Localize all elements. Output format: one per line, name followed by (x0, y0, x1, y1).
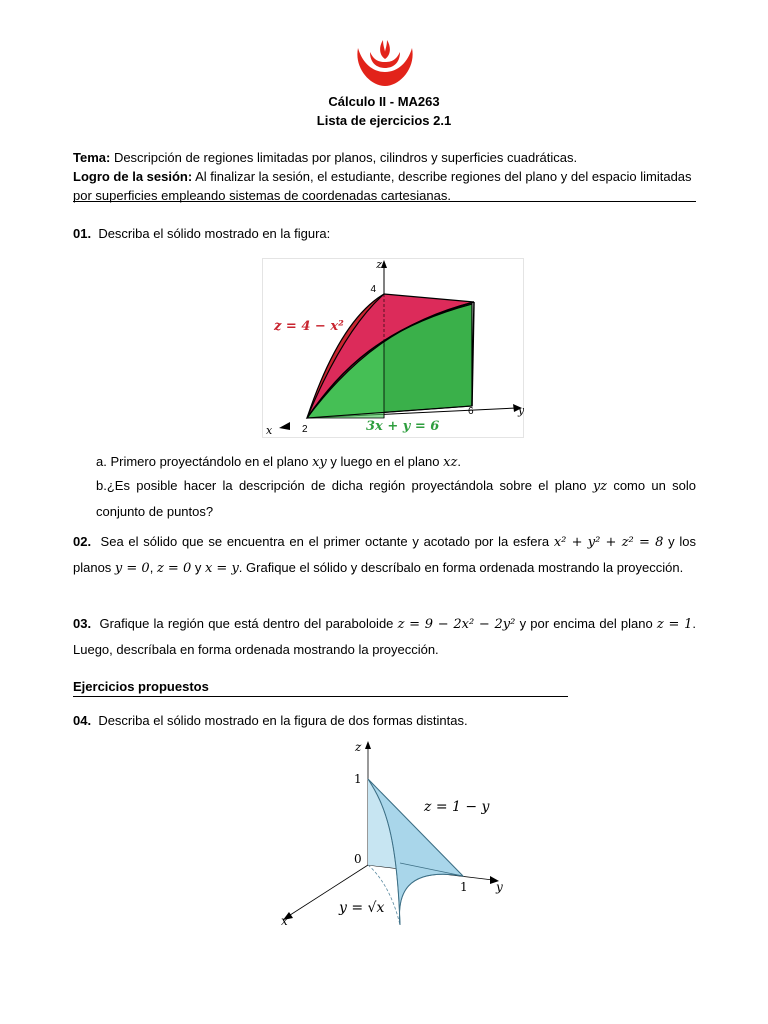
q1a-math-2: xz (443, 455, 458, 470)
question-03-number: 03. (73, 616, 92, 631)
q1a-text-2: y luego en el plano (326, 454, 444, 469)
q3-t1: Grafique la región que está dentro del paraboloide (99, 616, 398, 631)
logro-text: Al finalizar la sesión, el estudiante, describe regiones del plano y del espacio limitadas por superficies empleando sistemas de coordenadas cartesianas. (73, 169, 692, 203)
q2-t4: y (191, 560, 205, 575)
question-01-b (96, 473, 696, 524)
q1a-math-1: xy (312, 455, 327, 470)
question-04 (73, 713, 468, 728)
fig4-eq-cylinder: y = √x (339, 900, 385, 916)
logro-label: Logro de la sesión: (73, 169, 193, 184)
q2-t3: , (149, 560, 157, 575)
q3-t3: . Luego, descríbala en forma ordenada mostrando la proyección. (73, 616, 696, 657)
fig4-x-label: x (281, 914, 288, 928)
header-divider (73, 201, 696, 202)
fig4-eq-plane: z = 1 − y (424, 799, 490, 815)
fig1-z-label: z (376, 258, 382, 271)
question-01-a (96, 449, 696, 475)
question-02 (73, 529, 696, 581)
q3-t2: y por encima del plano (515, 616, 657, 631)
q2-t1: Sea el sólido que se encuentra en el primer octante y acotado por la esfera (100, 534, 554, 549)
fig1-eq-parabolic: z = 4 − x² (274, 319, 344, 334)
list-title: Lista de ejercicios 2.1 (316, 113, 452, 128)
topic-block (73, 148, 698, 205)
fig1-tick-x: 2 (302, 424, 308, 435)
figure-4-solid (275, 735, 515, 930)
fig1-tick-y: 6 (468, 406, 474, 417)
question-04-text: Describa el sólido mostrado en la figura de dos formas distintas. (98, 713, 468, 728)
fig4-tick-origin: 0 (354, 852, 362, 866)
figure-1-solid (262, 258, 524, 438)
q2-sphere-eq: x² + y² + z² = 8 (553, 535, 664, 550)
question-01 (73, 226, 330, 241)
logro-line (73, 167, 698, 205)
fig4-tick-z: 1 (354, 772, 362, 786)
q2-plane-3: x = y (204, 561, 239, 576)
q1a-text-3: . (457, 454, 461, 469)
tema-text: Descripción de regiones limitadas por planos, cilindros y superficies cuadráticas. (110, 150, 578, 165)
fig1-eq-plane: 3x + y = 6 (366, 419, 440, 434)
tema-label: Tema: (73, 150, 111, 165)
q1a-label: a. (96, 454, 107, 469)
q3-plane-eq: z = 1 (656, 617, 693, 632)
q3-paraboloid-eq: z = 9 − 2x² − 2y² (397, 617, 516, 632)
fig4-tick-y: 1 (460, 880, 468, 894)
q2-plane-2: z = 0 (156, 561, 192, 576)
course-title: Cálculo II - MA263 (328, 94, 440, 109)
proposed-divider (73, 696, 568, 697)
proposed-title: Ejercicios propuestos (73, 679, 209, 694)
tema-line (73, 148, 698, 167)
fig4-y-label: y (496, 880, 503, 894)
fig4-z-label: z (355, 740, 362, 754)
question-01-text: Describa el sólido mostrado en la figura: (98, 226, 331, 241)
question-04-number: 04. (73, 713, 92, 728)
q2-plane-1: y = 0 (114, 561, 150, 576)
fig1-tick-z: 4 (370, 284, 376, 295)
fig1-y-label: y (518, 404, 524, 417)
q1b-math: yz (592, 479, 608, 494)
fig1-x-label: x (266, 424, 273, 437)
q2-t2: y los planos (73, 534, 696, 575)
q2-t5: . Grafique el sólido y descríbalo en forma ordenada mostrando la proyección. (238, 560, 684, 575)
q1b-text-1: ¿Es posible hacer la descripción de dicha región proyectándola sobre el plano (106, 478, 593, 493)
q1b-text-2: como un solo conjunto de puntos? (96, 478, 696, 519)
question-01-number: 01. (73, 226, 92, 241)
q1b-label: b. (96, 478, 107, 493)
q1a-text-1: Primero proyectándolo en el plano (106, 454, 313, 469)
university-logo (350, 38, 420, 88)
question-03 (73, 611, 696, 662)
question-02-number: 02. (73, 534, 92, 549)
